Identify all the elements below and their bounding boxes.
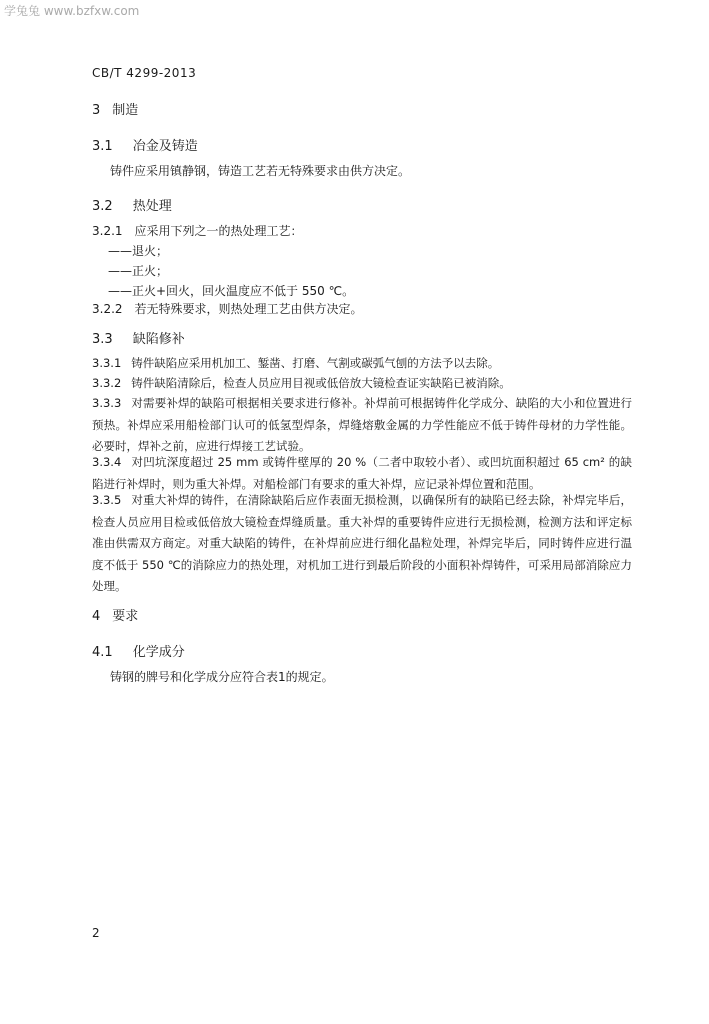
section-number: 4.1 — [92, 645, 113, 660]
section-title: 要求 — [112, 609, 139, 624]
clause-text: 应采用下列之一的热处理工艺： — [134, 224, 303, 238]
section-4-1-body: 铸钢的牌号和化学成分应符合表1的规定。 — [110, 670, 334, 684]
clause-number: 3.3.1 — [92, 356, 122, 370]
section-3-heading — [92, 99, 138, 118]
clause-3-3-1 — [92, 353, 632, 375]
clause-3-2-1 — [92, 220, 303, 242]
clause-text: 对凹坑深度超过 25 mm 或铸件壁厚的 20 %（二者中取较小者）、或凹坑面积超过 65 cm² 的缺陷进行补焊时，则为重大补焊。对船检部门有要求的重大补焊，应记录补焊位置和范围。 — [92, 455, 632, 491]
section-number: 3.3 — [92, 332, 113, 347]
clause-number: 3.3.3 — [92, 396, 122, 410]
clause-text: 对重大补焊的铸件，在清除缺陷后应作表面无损检测，以确保所有的缺陷已经去除，补焊完毕后，检查人员应用目检或低倍放大镜检查焊缝质量。重大补焊的重要铸件应进行无损检测，检测方法和评定标准由供需双方商定。对重大缺陷的铸件，在补焊前应进行细化晶粒处理，补焊完毕后，同时铸件应进行温度不低于 550 ℃的消除应力的热处理，对机加工进行到最后阶段的小面积补焊铸件，可采用局部消除应力处理。 — [92, 493, 632, 594]
clause-text: 若无特殊要求，则热处理工艺由供方决定。 — [134, 302, 363, 316]
clause-number: 3.2.1 — [92, 224, 123, 238]
section-title: 热处理 — [132, 199, 172, 214]
section-number: 4 — [92, 609, 101, 624]
clause-number: 3.2.2 — [92, 302, 123, 316]
clause-3-3-5 — [92, 490, 632, 598]
section-3-2-heading — [92, 195, 172, 214]
section-title: 缺陷修补 — [132, 332, 185, 347]
list-item: ——正火； — [108, 264, 169, 278]
section-4-heading — [92, 605, 138, 624]
section-3-3-heading — [92, 328, 185, 347]
section-3-1-body: 铸件应采用镇静钢，铸造工艺若无特殊要求由供方决定。 — [110, 164, 411, 178]
section-3-1-heading — [92, 135, 198, 154]
page-number: 2 — [92, 926, 100, 940]
section-title: 制造 — [112, 103, 139, 118]
clause-3-3-2 — [92, 373, 632, 395]
section-title: 化学成分 — [132, 645, 185, 660]
clause-number: 3.3.4 — [92, 455, 122, 469]
section-number: 3.2 — [92, 199, 113, 214]
watermark: 学兔兔 www.bzfxw.com — [4, 4, 140, 18]
section-4-1-heading — [92, 641, 185, 660]
clause-3-3-4 — [92, 452, 632, 495]
section-title: 冶金及铸造 — [132, 139, 198, 154]
standard-code-header: CB/T 4299-2013 — [92, 66, 197, 80]
section-number: 3.1 — [92, 139, 113, 154]
list-item: ——退火； — [108, 244, 169, 258]
clause-number: 3.3.5 — [92, 493, 122, 507]
clause-text: 铸件缺陷应采用机加工、錾凿、打磨、气割或碳弧气刨的方法予以去除。 — [131, 356, 500, 370]
clause-text: 铸件缺陷清除后，检查人员应用目视或低倍放大镜检查证实缺陷已被消除。 — [131, 376, 511, 390]
clause-3-3-3 — [92, 393, 632, 458]
section-number: 3 — [92, 103, 101, 118]
clause-text: 对需要补焊的缺陷可根据相关要求进行修补。补焊前可根据铸件化学成分、缺陷的大小和位置进行预热。补焊应采用船检部门认可的低氢型焊条，焊缝熔敷金属的力学性能应不低于铸件母材的力学性能。必要时，焊补之前，应进行焊接工艺试验。 — [92, 396, 632, 454]
list-item: ——正火+回火，回火温度应不低于 550 ℃。 — [108, 284, 355, 298]
clause-number: 3.3.2 — [92, 376, 122, 390]
clause-3-2-2 — [92, 298, 363, 320]
